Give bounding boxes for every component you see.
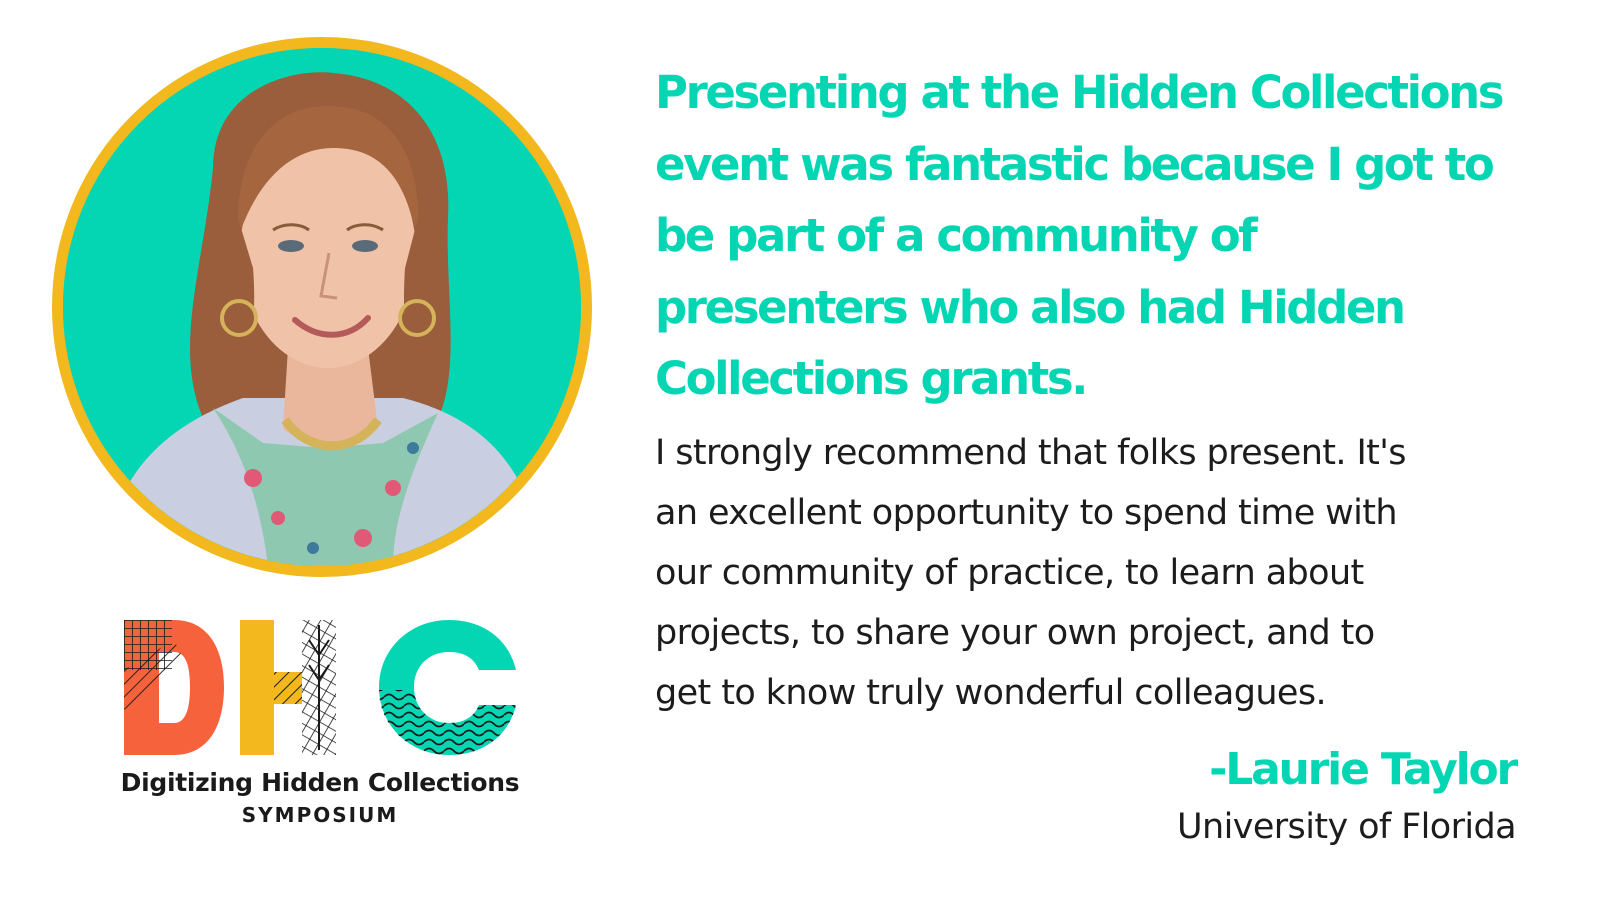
quote-body <box>655 423 1555 723</box>
body-line: our community of practice, to learn about <box>655 553 1364 593</box>
speaker-portrait-icon <box>63 48 581 566</box>
headline-line: event was fantastic because I got to <box>655 137 1493 191</box>
dhc-logo-icon <box>124 620 516 755</box>
headline-line: Collections grants. <box>655 352 1086 405</box>
logo-subtitle: SYMPOSIUM <box>241 803 399 827</box>
dhc-logo <box>124 620 516 755</box>
body-line: an excellent opportunity to spend time with <box>655 493 1398 533</box>
body-line: get to know truly wonderful colleagues. <box>655 673 1327 713</box>
speaker-portrait <box>52 37 592 577</box>
quote-headline <box>655 57 1555 415</box>
headline-line: be part of a community of <box>655 209 1256 262</box>
quote-attribution: -Laurie Taylor <box>1209 744 1516 795</box>
quote-affiliation: University of Florida <box>1177 807 1516 847</box>
body-line: I strongly recommend that folks present. It's <box>655 433 1406 473</box>
headline-line: presenters who also had Hidden <box>655 280 1404 334</box>
headline-line: Presenting at the Hidden Collections <box>655 66 1503 119</box>
body-line: projects, to share your own project, and to <box>655 613 1375 653</box>
logo-title: Digitizing Hidden Collections <box>120 768 520 797</box>
